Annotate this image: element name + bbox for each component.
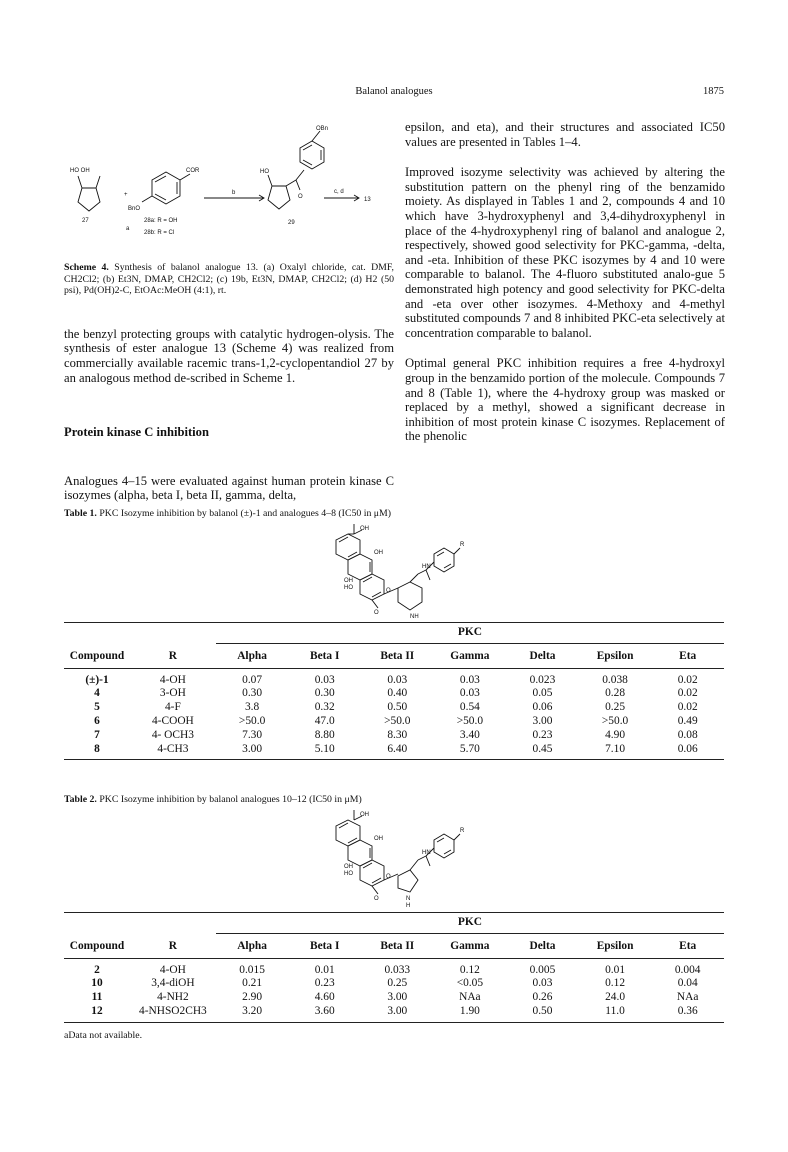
table-cell: 0.06 [651, 743, 724, 760]
table-cell: 3.8 [244, 701, 260, 714]
table-cell: 0.40 [387, 687, 408, 700]
scheme-label-obn: OBn [316, 126, 329, 132]
table-row [64, 687, 724, 701]
table-cell: 4-COOH [152, 714, 194, 727]
table-cell: 3,4-diOH [151, 977, 195, 990]
column-header: Epsilon [579, 643, 652, 668]
table-cell: 0.23 [314, 977, 335, 990]
column-header: Alpha [216, 643, 289, 668]
scheme-label-b: b [232, 190, 236, 196]
table-cell: 0.015 [239, 963, 265, 976]
table-cell: 0.004 [674, 963, 701, 976]
table-cell: 4-OH [159, 673, 186, 686]
table-cell: 0.25 [605, 701, 626, 714]
table-2-group-header: PKC [216, 913, 724, 934]
compound-cell: 2 [94, 963, 100, 976]
table-2-structure-label-o1: O [386, 874, 391, 880]
table-2-caption [64, 794, 362, 805]
compound-cell: 12 [64, 1005, 130, 1022]
table-cell: 3.40 [459, 728, 480, 741]
scheme-label-28b: 28b: R = Cl [144, 230, 175, 236]
compound-cell: 11 [91, 991, 103, 1004]
compound-cell: (±)-1 [85, 673, 109, 686]
table-1-structure-label-oh3: OH [344, 578, 353, 584]
table-1-group-header: PKC [216, 623, 724, 644]
column-header: Delta [506, 933, 579, 958]
table-1-structure-label-r: R [460, 542, 465, 548]
table-cell: 0.005 [529, 963, 556, 976]
section-heading: Protein kinase C inhibition [64, 425, 209, 440]
table-cell: >50.0 [601, 714, 629, 727]
compound-cell: 6 [94, 714, 100, 727]
table-1-structure-label-hn: HN [422, 564, 431, 570]
compound-cell: 5 [94, 701, 100, 714]
table-cell: 5.70 [434, 743, 507, 760]
table-2-caption-label: Table 2. [64, 794, 97, 805]
compound-cell: 4 [94, 687, 100, 700]
column-header: Alpha [216, 933, 289, 958]
right-paragraph-2: Improved isozyme selectivity was achieved by altering the substitution pattern on the phenyl ring of the benzamido moiety. As displayed in Tables 1 and 2, compounds 4 and 10 which have 3-hydroxyphenyl and 3,4-dihydroxyphenyl in place of the 4-hydroxyphenyl ring of balanol and analogue 2, respectively, showed good selectivity for PKC-gamma, -delta, and -eta. Inhibition of these PKC isozymes by 4 and 10 were comparable to balanol. The 4-fluoro substituted analo-gue 5 demonstrated high potency and good selectivity for PKC-delta and -eta over other isozymes. 4-Methoxy and 4-methyl substituted compounds 7 and 8 inhibited PKC-eta selectively at concentration comparable to balanol. [405, 165, 725, 340]
table-1-caption-label: Table 1. [64, 508, 97, 519]
table-1-structure [326, 522, 466, 618]
table-cell: 11.0 [579, 1005, 652, 1022]
column-header: Epsilon [579, 933, 652, 958]
table-cell: 4.90 [605, 728, 626, 741]
table-cell: 0.02 [677, 673, 698, 686]
scheme-caption-text: Synthesis of balanol analogue 13. (a) Oxalyl chloride, cat. DMF, CH2Cl2; (b) Et3N, DMAP, CH2Cl2; (c) 19b, Et3N, DMAP, CH2Cl2; (d) H2 (50 psi), Pd(OH)2-C, EtOAc:MeOH (4:1), rt. [64, 262, 395, 297]
left-column [64, 262, 394, 503]
table-1-structure-label-o1: O [386, 588, 391, 594]
compound-cell: 7 [94, 728, 100, 741]
scheme-label-cd: c, d [334, 189, 344, 195]
table-cell: <0.05 [456, 977, 484, 990]
table-cell: 8.80 [314, 728, 335, 741]
table-cell: 0.12 [459, 963, 480, 976]
table-cell: 0.25 [387, 977, 408, 990]
table-row [64, 668, 724, 687]
table-cell: 0.12 [605, 977, 626, 990]
table-cell: 0.50 [506, 1005, 579, 1022]
scheme-4-caption [64, 262, 394, 297]
table-cell: 0.04 [677, 977, 698, 990]
scheme-label-cor: COR [186, 168, 200, 174]
table-2-caption-text: PKC Isozyme inhibition by balanol analogues 10–12 (IC50 in μM) [99, 794, 362, 805]
left-paragraph-1: the benzyl protecting groups with catalytic hydrogen-olysis. The synthesis of ester analogue 13 (Scheme 4) was realized from commercially available racemic trans-1,2-cyclopentandiol 27 by an analogous method de-scribed in Scheme 1. [64, 326, 394, 385]
table-cell: 0.023 [529, 673, 556, 686]
column-header: Beta II [361, 643, 434, 668]
table-cell: 0.03 [387, 673, 408, 686]
table-1-caption [64, 508, 391, 519]
scheme-caption-label: Scheme 4. [64, 262, 109, 273]
column-header: Eta [651, 643, 724, 668]
scheme-label-o: O [298, 194, 303, 200]
page-number: 1875 [703, 86, 724, 97]
column-header: Beta I [288, 933, 361, 958]
table-cell: 0.28 [605, 687, 626, 700]
table-cell: 3.00 [361, 1005, 434, 1022]
table-cell: 0.30 [314, 687, 335, 700]
table-2-structure-label-oh3: OH [344, 864, 353, 870]
scheme-label-bno: BnO [128, 206, 141, 212]
table-cell: 0.03 [532, 977, 553, 990]
table-cell: 3.20 [216, 1005, 289, 1022]
table-row [64, 729, 724, 743]
scheme-label-ho: HO [260, 169, 269, 175]
table-2-structure-label-oh1: OH [360, 812, 369, 818]
table-cell: 0.36 [651, 1005, 724, 1022]
table-1-structure-label-nh: NH [410, 614, 419, 620]
table-cell: 0.30 [242, 687, 263, 700]
table-row [64, 1005, 724, 1022]
table-1 [64, 622, 724, 760]
table-cell: >50.0 [456, 714, 484, 727]
column-header: Compound [64, 643, 130, 668]
right-paragraph-3: Optimal general PKC inhibition requires a free 4-hydroxyl group in the benzamido portion of the molecule. Compounds 7 and 8 (Table 1), where the 4-hydroxy group was masked or replaced by a methyl, showed a significant decrease in inhibition of most protein kinase C isozymes. Replacement of the phenolic [405, 356, 725, 444]
table-cell: 3.00 [387, 991, 408, 1004]
table-cell: 0.01 [605, 963, 626, 976]
table-cell: 3-OH [159, 687, 186, 700]
table-row [64, 743, 724, 760]
running-title: Balanol analogues [355, 86, 433, 97]
table-row [64, 977, 724, 991]
table-2-structure-label-r: R [460, 828, 465, 834]
table-cell: 5.10 [288, 743, 361, 760]
table-cell: >50.0 [238, 714, 266, 727]
scheme-label-plus: + [124, 192, 128, 198]
column-header: Delta [506, 643, 579, 668]
table-1-header-row [64, 643, 724, 668]
right-column [405, 120, 725, 444]
table-1-caption-text: PKC Isozyme inhibition by balanol (±)-1 and analogues 4–8 (IC50 in μM) [99, 508, 392, 519]
table-row [64, 958, 724, 977]
table-cell: 3.00 [216, 743, 289, 760]
table-2-body [64, 958, 724, 1022]
table-cell: 4-NHSO2CH3 [130, 1005, 216, 1022]
table-2 [64, 912, 724, 1023]
table-cell: 0.08 [677, 728, 698, 741]
scheme-label-ho-oh: HO OH [70, 168, 90, 174]
table-cell: 0.03 [459, 687, 480, 700]
table-cell: 4-F [164, 701, 181, 714]
table-cell: 0.26 [532, 991, 553, 1004]
compound-cell: 10 [91, 977, 103, 990]
scheme-4-drawing [64, 118, 394, 258]
table-cell: >50.0 [384, 714, 411, 727]
compound-cell: 8 [64, 743, 130, 760]
table-cell: 0.03 [459, 673, 480, 686]
column-header: Beta II [361, 933, 434, 958]
table-2-structure-label-h: H [406, 903, 411, 909]
table-1-body [64, 668, 724, 760]
table-1-structure-label-ho: HO [344, 585, 353, 591]
scheme-label-28a: 28a: R = OH [144, 218, 178, 224]
table-cell: 0.32 [314, 701, 335, 714]
table-cell: 0.23 [532, 728, 553, 741]
column-header: Beta I [288, 643, 361, 668]
table-cell: 0.038 [602, 673, 628, 686]
table-cell: 3.00 [532, 714, 553, 727]
table-cell: 2.90 [242, 991, 263, 1004]
table-row [64, 701, 724, 715]
table-cell: 0.49 [677, 714, 698, 727]
column-header: R [130, 933, 216, 958]
table-cell: 0.45 [506, 743, 579, 760]
right-paragraph-1: epsilon, and eta), and their structures and associated IC50 values are presented in Tables 1–4. [405, 120, 725, 149]
table-1-structure-label-o2: O [374, 610, 379, 616]
table-cell: 7.30 [242, 728, 263, 741]
column-header: Eta [651, 933, 724, 958]
table-cell: 0.02 [677, 687, 698, 700]
table-cell: 24.0 [605, 991, 626, 1004]
left-paragraph-2: Analogues 4–15 were evaluated against human protein kinase C isozymes (alpha, beta I, beta II, gamma, delta, [64, 473, 394, 503]
table-cell: 0.05 [532, 687, 553, 700]
table-cell: 0.033 [384, 963, 411, 976]
table-cell: 4-NH2 [157, 991, 189, 1004]
column-header: Compound [64, 933, 130, 958]
table-cell: 0.01 [314, 963, 335, 976]
table-2-structure-label-ho: HO [344, 871, 353, 877]
table-cell: 0.02 [677, 701, 698, 714]
scheme-label-29: 29 [288, 220, 295, 226]
table-cell: 6.40 [361, 743, 434, 760]
column-header: R [130, 643, 216, 668]
table-cell: 4-OH [159, 963, 186, 976]
table-2-footnote: aData not available. [64, 1030, 143, 1041]
table-cell: 47.0 [314, 714, 335, 727]
table-2-header-row [64, 933, 724, 958]
table-cell: NAa [676, 991, 699, 1004]
table-2-structure-label-oh2: OH [374, 836, 383, 842]
table-cell: 4.60 [314, 991, 335, 1004]
column-header: Gamma [434, 643, 507, 668]
table-cell: 1.90 [434, 1005, 507, 1022]
scheme-label-27: 27 [82, 218, 89, 224]
table-cell: 0.54 [459, 701, 480, 714]
table-cell: 0.21 [242, 977, 263, 990]
column-header: Gamma [434, 933, 507, 958]
table-2-structure-label-o2: O [374, 896, 379, 902]
table-2-structure-label-hn: HN [422, 850, 431, 856]
table-cell: 4-CH3 [130, 743, 216, 760]
table-cell: 0.06 [532, 701, 553, 714]
scheme-label-13: 13 [364, 197, 371, 203]
table-cell: 0.50 [387, 701, 408, 714]
table-cell: 3.60 [288, 1005, 361, 1022]
table-cell: 0.07 [242, 673, 263, 686]
scheme-label-a: a [126, 226, 130, 232]
table-2-structure [326, 808, 466, 909]
table-row [64, 991, 724, 1005]
table-cell: 4- OCH3 [151, 728, 194, 741]
table-cell: 8.30 [387, 728, 408, 741]
table-1-structure-label-oh2: OH [374, 550, 383, 556]
table-row [64, 715, 724, 729]
table-2-structure-label-n: N [406, 896, 411, 902]
table-cell: 7.10 [579, 743, 652, 760]
table-1-structure-label-oh1: OH [360, 526, 369, 532]
table-cell: NAa [459, 991, 481, 1004]
table-cell: 0.03 [314, 673, 335, 686]
